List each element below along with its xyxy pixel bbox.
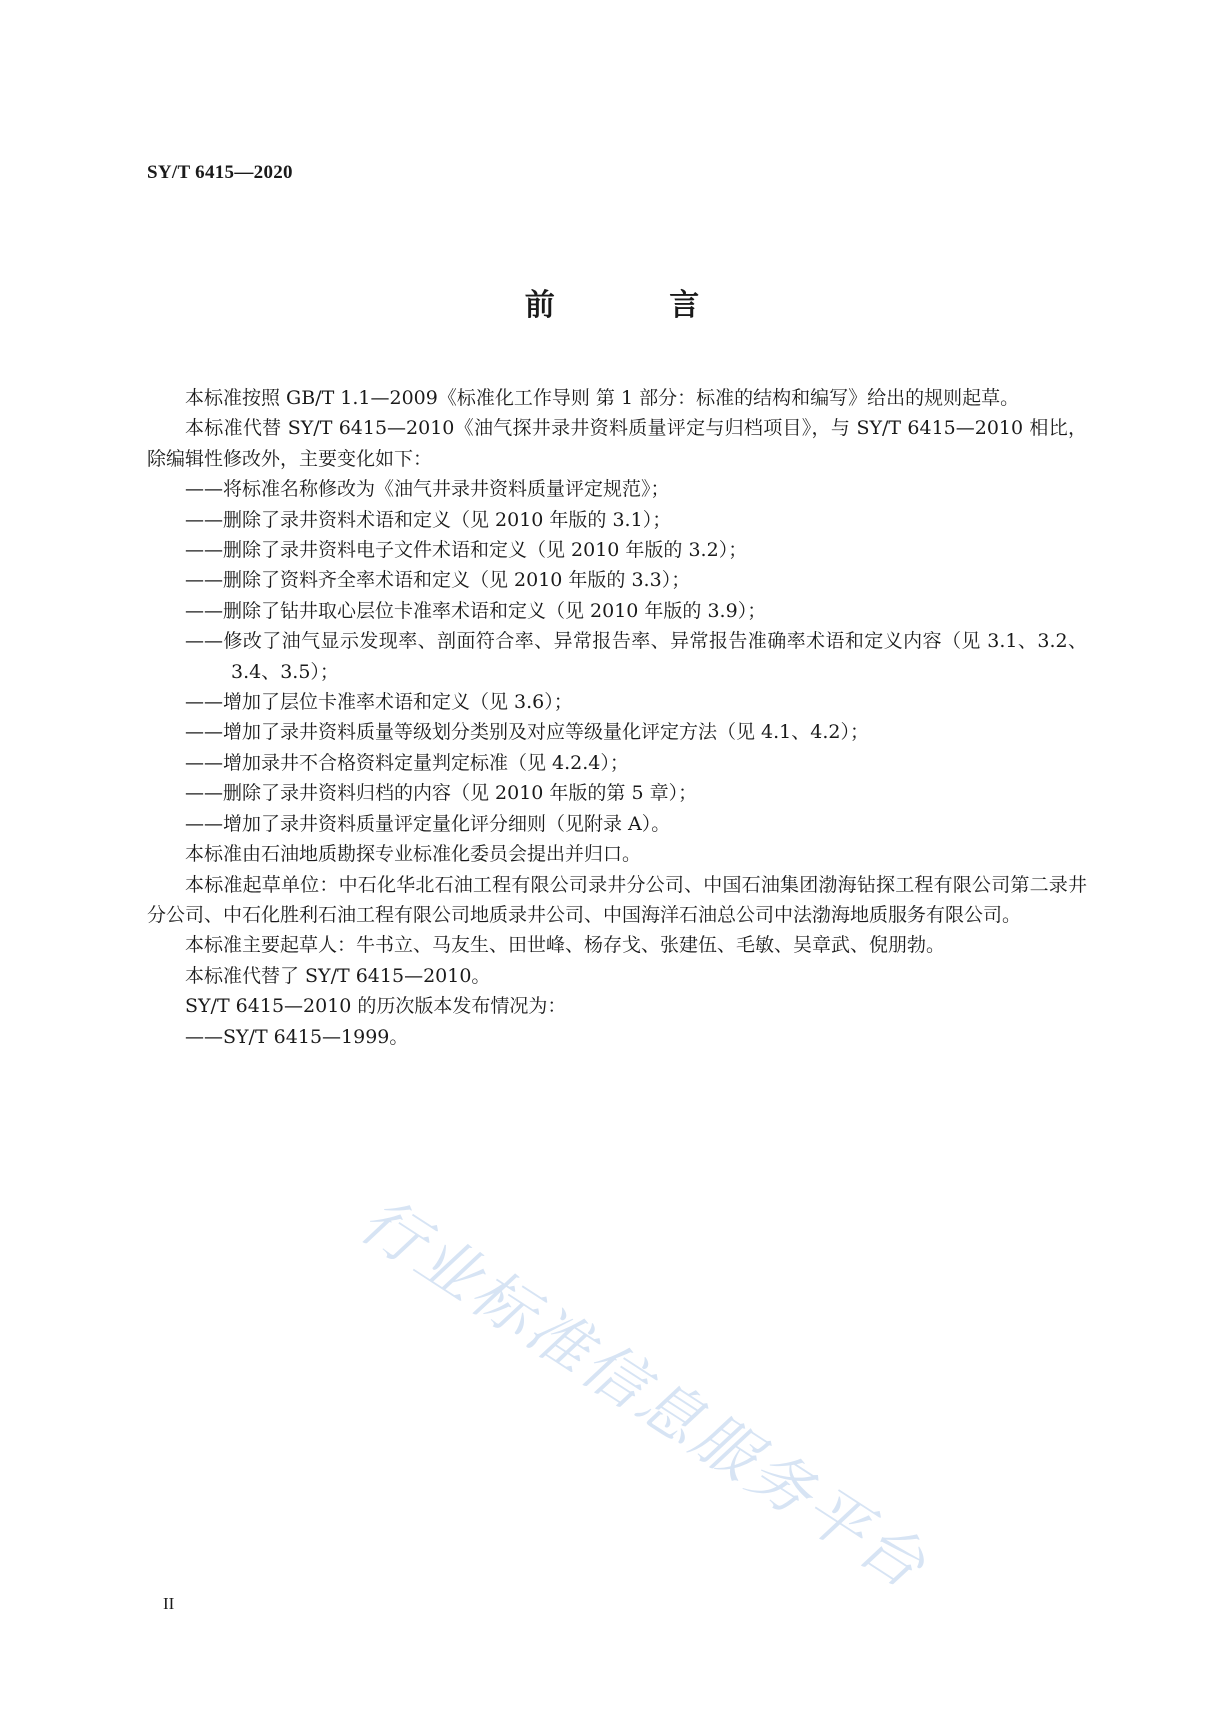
paragraph-drafting-units: 本标准起草单位：中石化华北石油工程有限公司录井分公司、中国石油集团渤海钻探工程有限公司第二录井分公司、中石化胜利石油工程有限公司地质录井公司、中国海洋石油总公司中法渤海地质服务有限公司。 [147,873,1087,926]
change-item: ——修改了油气显示发现率、剖面符合率、异常报告率、异常报告准确率术语和定义内容（见 3.1、3.2、3.4、3.5）； [185,630,1087,683]
change-item: ——增加了录井资料质量等级划分类别及对应等级量化评定方法（见 4.1、4.2）； [185,721,869,744]
change-item: ——删除了资料齐全率术语和定义（见 2010 年版的 3.3）； [185,569,691,592]
change-item: ——增加录井不合格资料定量判定标准（见 4.2.4）； [185,751,629,774]
page-number: II [163,1594,175,1613]
paragraph-replacement: 本标准代替 SY/T 6415—2010《油气探井录井资料质量评定与归档项目》，与 SY/T 6415—2010 相比，除编辑性修改外，主要变化如下： [147,417,1087,470]
change-item: ——删除了录井资料电子文件术语和定义（见 2010 年版的 3.2）； [185,539,748,562]
change-item: ——增加了层位卡准率术语和定义（见 3.6）； [185,691,573,714]
change-item: ——删除了录井资料归档的内容（见 2010 年版的第 5 章）； [185,782,698,805]
paragraph-drafting-rules: 本标准按照 GB/T 1.1—2009《标准化工作导则 第 1 部分：标准的结构和编写》给出的规则起草。 [185,387,1020,409]
paragraph-proposer: 本标准由石油地质勘探专业标准化委员会提出并归口。 [185,843,642,866]
page-title: 前 言 [524,288,752,323]
change-item: ——增加了录井资料质量评定量化评分细则（见附录 A）。 [185,812,671,835]
paragraph-replaces: 本标准代替了 SY/T 6415—2010。 [185,964,491,987]
change-item: ——将标准名称修改为《油气井录井资料质量评定规范》； [185,478,670,501]
history-item: ——SY/T 6415—1999。 [185,1025,409,1048]
change-item: ——删除了录井资料术语和定义（见 2010 年版的 3.1）； [185,508,672,531]
change-item: ——删除了钻井取心层位卡准率术语和定义（见 2010 年版的 3.9）； [185,599,767,622]
standard-code: SY/T 6415—2020 [147,162,293,183]
paragraph-drafters: 本标准主要起草人：牛书立、马友生、田世峰、杨存戈、张建伍、毛敏、吴章武、倪朋勃。 [185,934,946,957]
paragraph-history-intro: SY/T 6415—2010 的历次版本发布情况为： [185,995,567,1018]
watermark: 行业标准信息服务平台 [347,1183,941,1604]
foreword-body [147,383,1087,1052]
